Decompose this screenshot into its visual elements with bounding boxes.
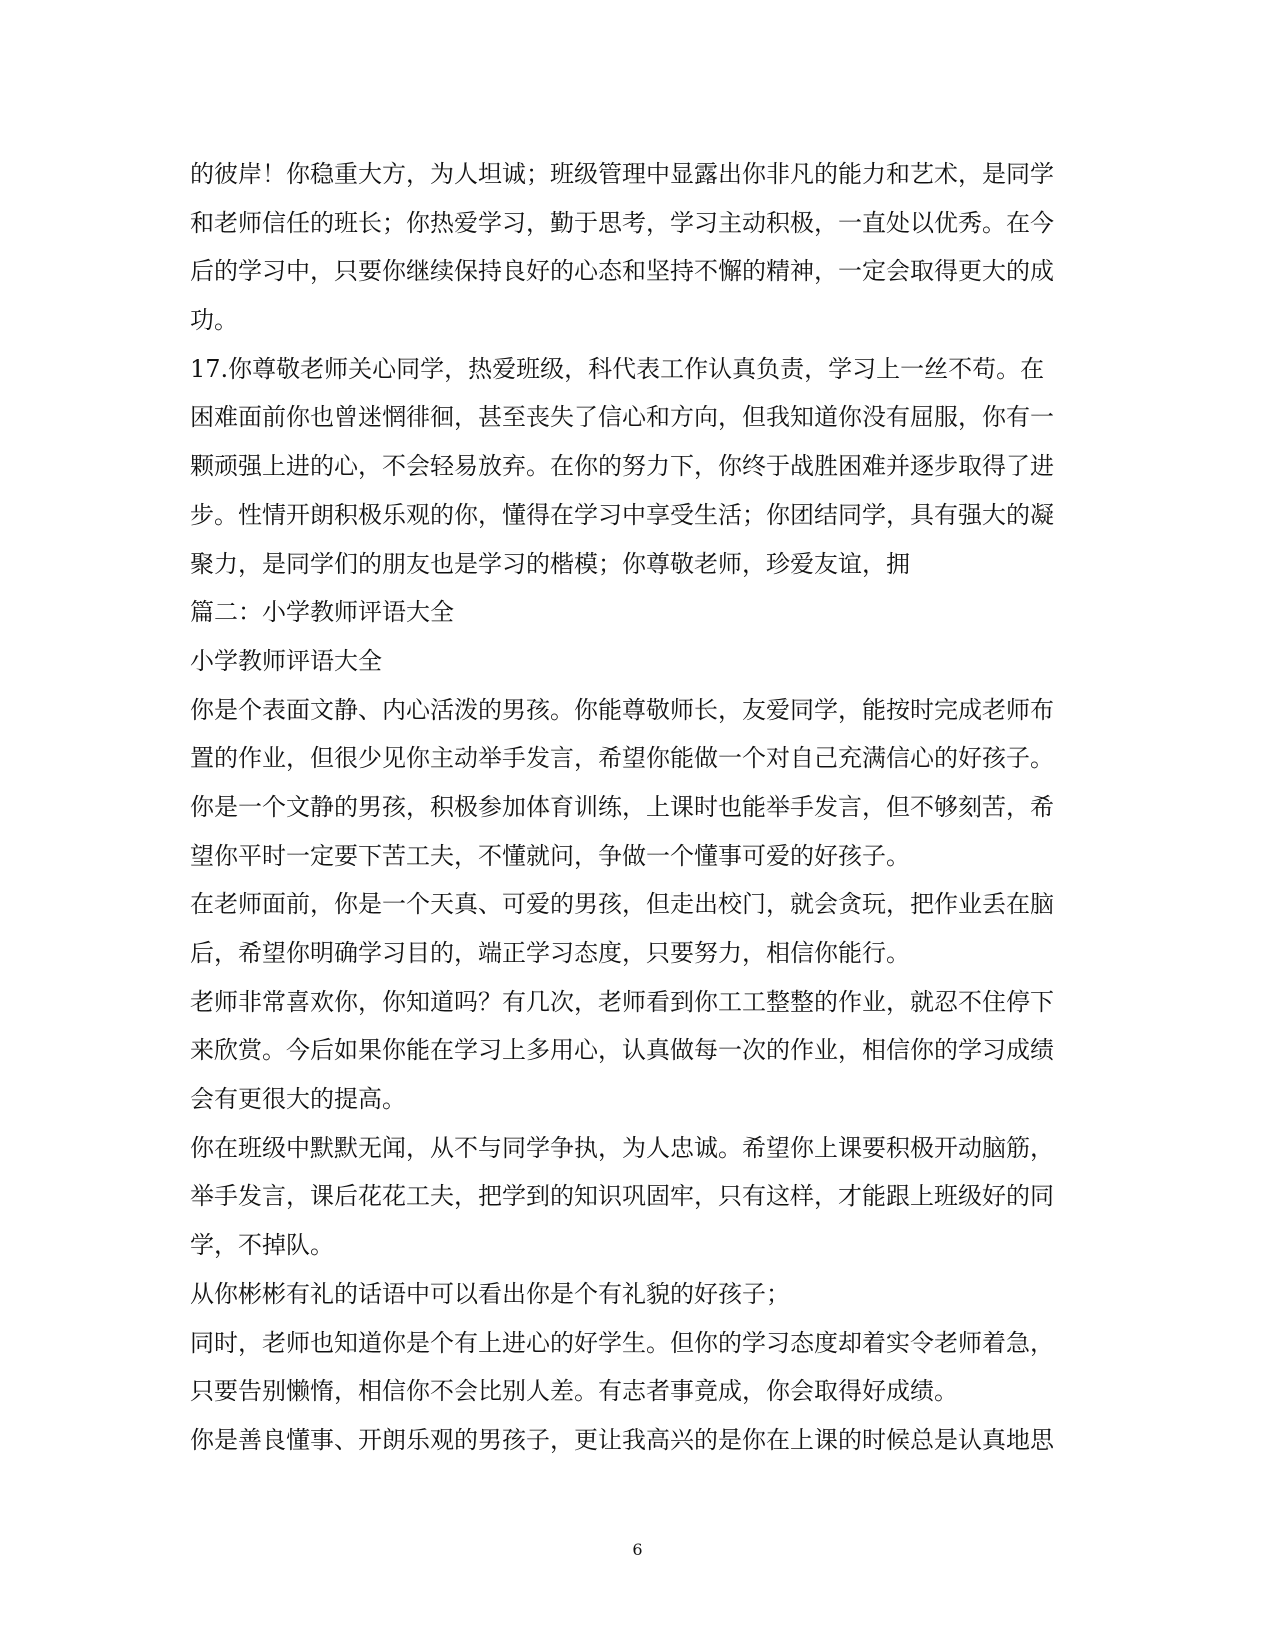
text-line: 老师非常喜欢你，你知道吗？有几次，老师看到你工工整整的作业，就忍不住停下 bbox=[190, 987, 1054, 1016]
text-line: 望你平时一定要下苦工夫，不懂就问，争做一个懂事可爱的好孩子。 bbox=[190, 841, 910, 870]
text-line: 来欣赏。今后如果你能在学习上多用心，认真做每一次的作业，相信你的学习成绩 bbox=[190, 1036, 1054, 1065]
text-line: 17.你尊敬老师关心同学，热爱班级，科代表工作认真负责，学习上一丝不苟。在 bbox=[190, 354, 1045, 383]
text-line: 置的作业，但很少见你主动举手发言，希望你能做一个对自己充满信心的好孩子。 bbox=[190, 744, 1054, 773]
text-line: 会有更很大的提高。 bbox=[190, 1085, 406, 1114]
text-line: 困难面前你也曾迷惘徘徊，甚至丧失了信心和方向，但我知道你没有屈服，你有一 bbox=[190, 403, 1054, 432]
text-line: 同时，老师也知道你是个有上进心的好学生。但你的学习态度却着实令老师着急， bbox=[190, 1328, 1054, 1357]
text-line: 学，不掉队。 bbox=[190, 1231, 334, 1260]
text-line: 和老师信任的班长；你热爱学习，勤于思考，学习主动积极，一直处以优秀。在今 bbox=[190, 208, 1054, 237]
text-line: 在老师面前，你是一个天真、可爱的男孩，但走出校门，就会贪玩，把作业丢在脑 bbox=[190, 890, 1054, 919]
text-line: 你在班级中默默无闻，从不与同学争执，为人忠诚。希望你上课要积极开动脑筋， bbox=[190, 1133, 1054, 1162]
text-line: 的彼岸！你稳重大方，为人坦诚；班级管理中显露出你非凡的能力和艺术，是同学 bbox=[190, 160, 1054, 188]
text-line: 你是善良懂事、开朗乐观的男孩子，更让我高兴的是你在上课的时候总是认真地思 bbox=[190, 1425, 1054, 1454]
text-line: 你是一个文静的男孩，积极参加体育训练，上课时也能举手发言，但不够刻苦，希 bbox=[190, 792, 1054, 821]
section-title: 小学教师评语大全 bbox=[190, 646, 382, 675]
text-line: 步。性情开朗积极乐观的你，懂得在学习中享受生活；你团结同学，具有强大的凝 bbox=[190, 500, 1054, 529]
text-line: 聚力，是同学们的朋友也是学习的楷模；你尊敬老师，珍爱友谊，拥 bbox=[190, 549, 910, 578]
text-line: 只要告别懒惰，相信你不会比别人差。有志者事竟成，你会取得好成绩。 bbox=[190, 1377, 958, 1406]
page-number: 6 bbox=[632, 1540, 643, 1559]
text-line: 功。 bbox=[190, 306, 238, 335]
text-line: 你是个表面文静、内心活泼的男孩。你能尊敬师长，友爱同学，能按时完成老师布 bbox=[190, 695, 1054, 724]
text-line: 从你彬彬有礼的话语中可以看出你是个有礼貌的好孩子； bbox=[190, 1279, 790, 1308]
text-line: 颗顽强上进的心，不会轻易放弃。在你的努力下，你终于战胜困难并逐步取得了进 bbox=[190, 452, 1054, 481]
page-body bbox=[190, 150, 1090, 1465]
text-line: 后的学习中，只要你继续保持良好的心态和坚持不懈的精神，一定会取得更大的成 bbox=[190, 257, 1054, 286]
text-line: 举手发言，课后花花工夫，把学到的知识巩固牢，只有这样，才能跟上班级好的同 bbox=[190, 1182, 1054, 1211]
section-heading: 篇二：小学教师评语大全 bbox=[190, 598, 454, 627]
text-line: 后，希望你明确学习目的，端正学习态度，只要努力，相信你能行。 bbox=[190, 939, 910, 967]
